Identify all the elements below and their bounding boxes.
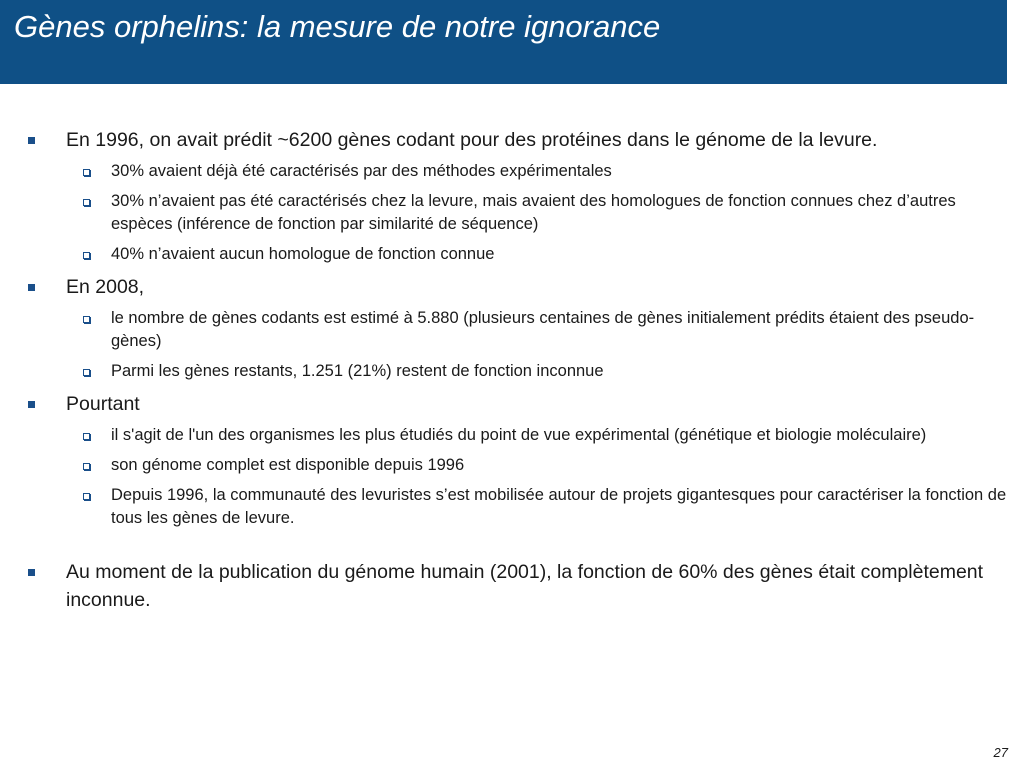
sub-bullet-text: il s'agit de l'un des organismes les plus étudiés du point de vue expérimental (génétique et biologie moléculaire) bbox=[111, 426, 927, 444]
sub-bullet-text: 30% n’avaient pas été caractérisés chez la levure, mais avaient des homologues de fonction connues chez d’autres espèces (inférence de fonction par similarité de séquence) bbox=[111, 192, 956, 233]
bullet-text: Pourtant bbox=[66, 393, 140, 415]
bullet-text: En 1996, on avait prédit ~6200 gènes codant pour des protéines dans le génome de la levure. bbox=[66, 129, 878, 151]
hollow-square-bullet-icon bbox=[83, 316, 90, 323]
sub-bullet-text: 40% n’avaient aucun homologue de fonction connue bbox=[111, 245, 495, 263]
hollow-square-bullet-icon bbox=[83, 433, 90, 440]
sub-bullet-item bbox=[27, 360, 1017, 383]
slide-content bbox=[27, 126, 1017, 620]
sub-bullet-item bbox=[27, 160, 1017, 183]
page-number: 27 bbox=[993, 745, 1008, 760]
bullet-text: Au moment de la publication du génome humain (2001), la fonction de 60% des gènes était complètement inconnue. bbox=[66, 561, 984, 611]
bullet-item bbox=[27, 390, 1017, 418]
sub-bullet-item bbox=[27, 190, 1017, 236]
hollow-square-bullet-icon bbox=[83, 493, 90, 500]
sub-bullet-item bbox=[27, 484, 1017, 530]
hollow-square-bullet-icon bbox=[83, 252, 90, 259]
hollow-square-bullet-icon bbox=[83, 169, 90, 176]
sub-bullet-item bbox=[27, 307, 1017, 353]
title-bar bbox=[0, 0, 1007, 84]
sub-bullet-text: le nombre de gènes codants est estimé à 5.880 (plusieurs centaines de gènes initialement prédits étaient des pseudo-gènes) bbox=[111, 309, 975, 350]
sub-bullet-text: 30% avaient déjà été caractérisés par des méthodes expérimentales bbox=[111, 162, 612, 180]
bullet-text: En 2008, bbox=[66, 276, 145, 298]
hollow-square-bullet-icon bbox=[83, 463, 90, 470]
sub-bullet-text: Depuis 1996, la communauté des levuristes s’est mobilisée autour de projets gigantesques pour caractériser la fonction de tous les gènes de levure. bbox=[111, 486, 1007, 527]
bullet-item bbox=[27, 273, 1017, 301]
hollow-square-bullet-icon bbox=[83, 199, 90, 206]
square-bullet-icon bbox=[28, 284, 35, 291]
square-bullet-icon bbox=[28, 137, 35, 144]
sub-bullet-item bbox=[27, 424, 1017, 447]
slide-title: Gènes orphelins: la mesure de notre ignorance bbox=[14, 9, 661, 44]
bullet-item bbox=[27, 126, 1017, 154]
sub-bullet-text: Parmi les gènes restants, 1.251 (21%) restent de fonction inconnue bbox=[111, 362, 604, 380]
square-bullet-icon bbox=[28, 401, 35, 408]
bullet-item bbox=[27, 558, 1017, 614]
hollow-square-bullet-icon bbox=[83, 369, 90, 376]
sub-bullet-item bbox=[27, 454, 1017, 477]
sub-bullet-text: son génome complet est disponible depuis 1996 bbox=[111, 456, 465, 474]
square-bullet-icon bbox=[28, 569, 35, 576]
sub-bullet-item bbox=[27, 243, 1017, 266]
